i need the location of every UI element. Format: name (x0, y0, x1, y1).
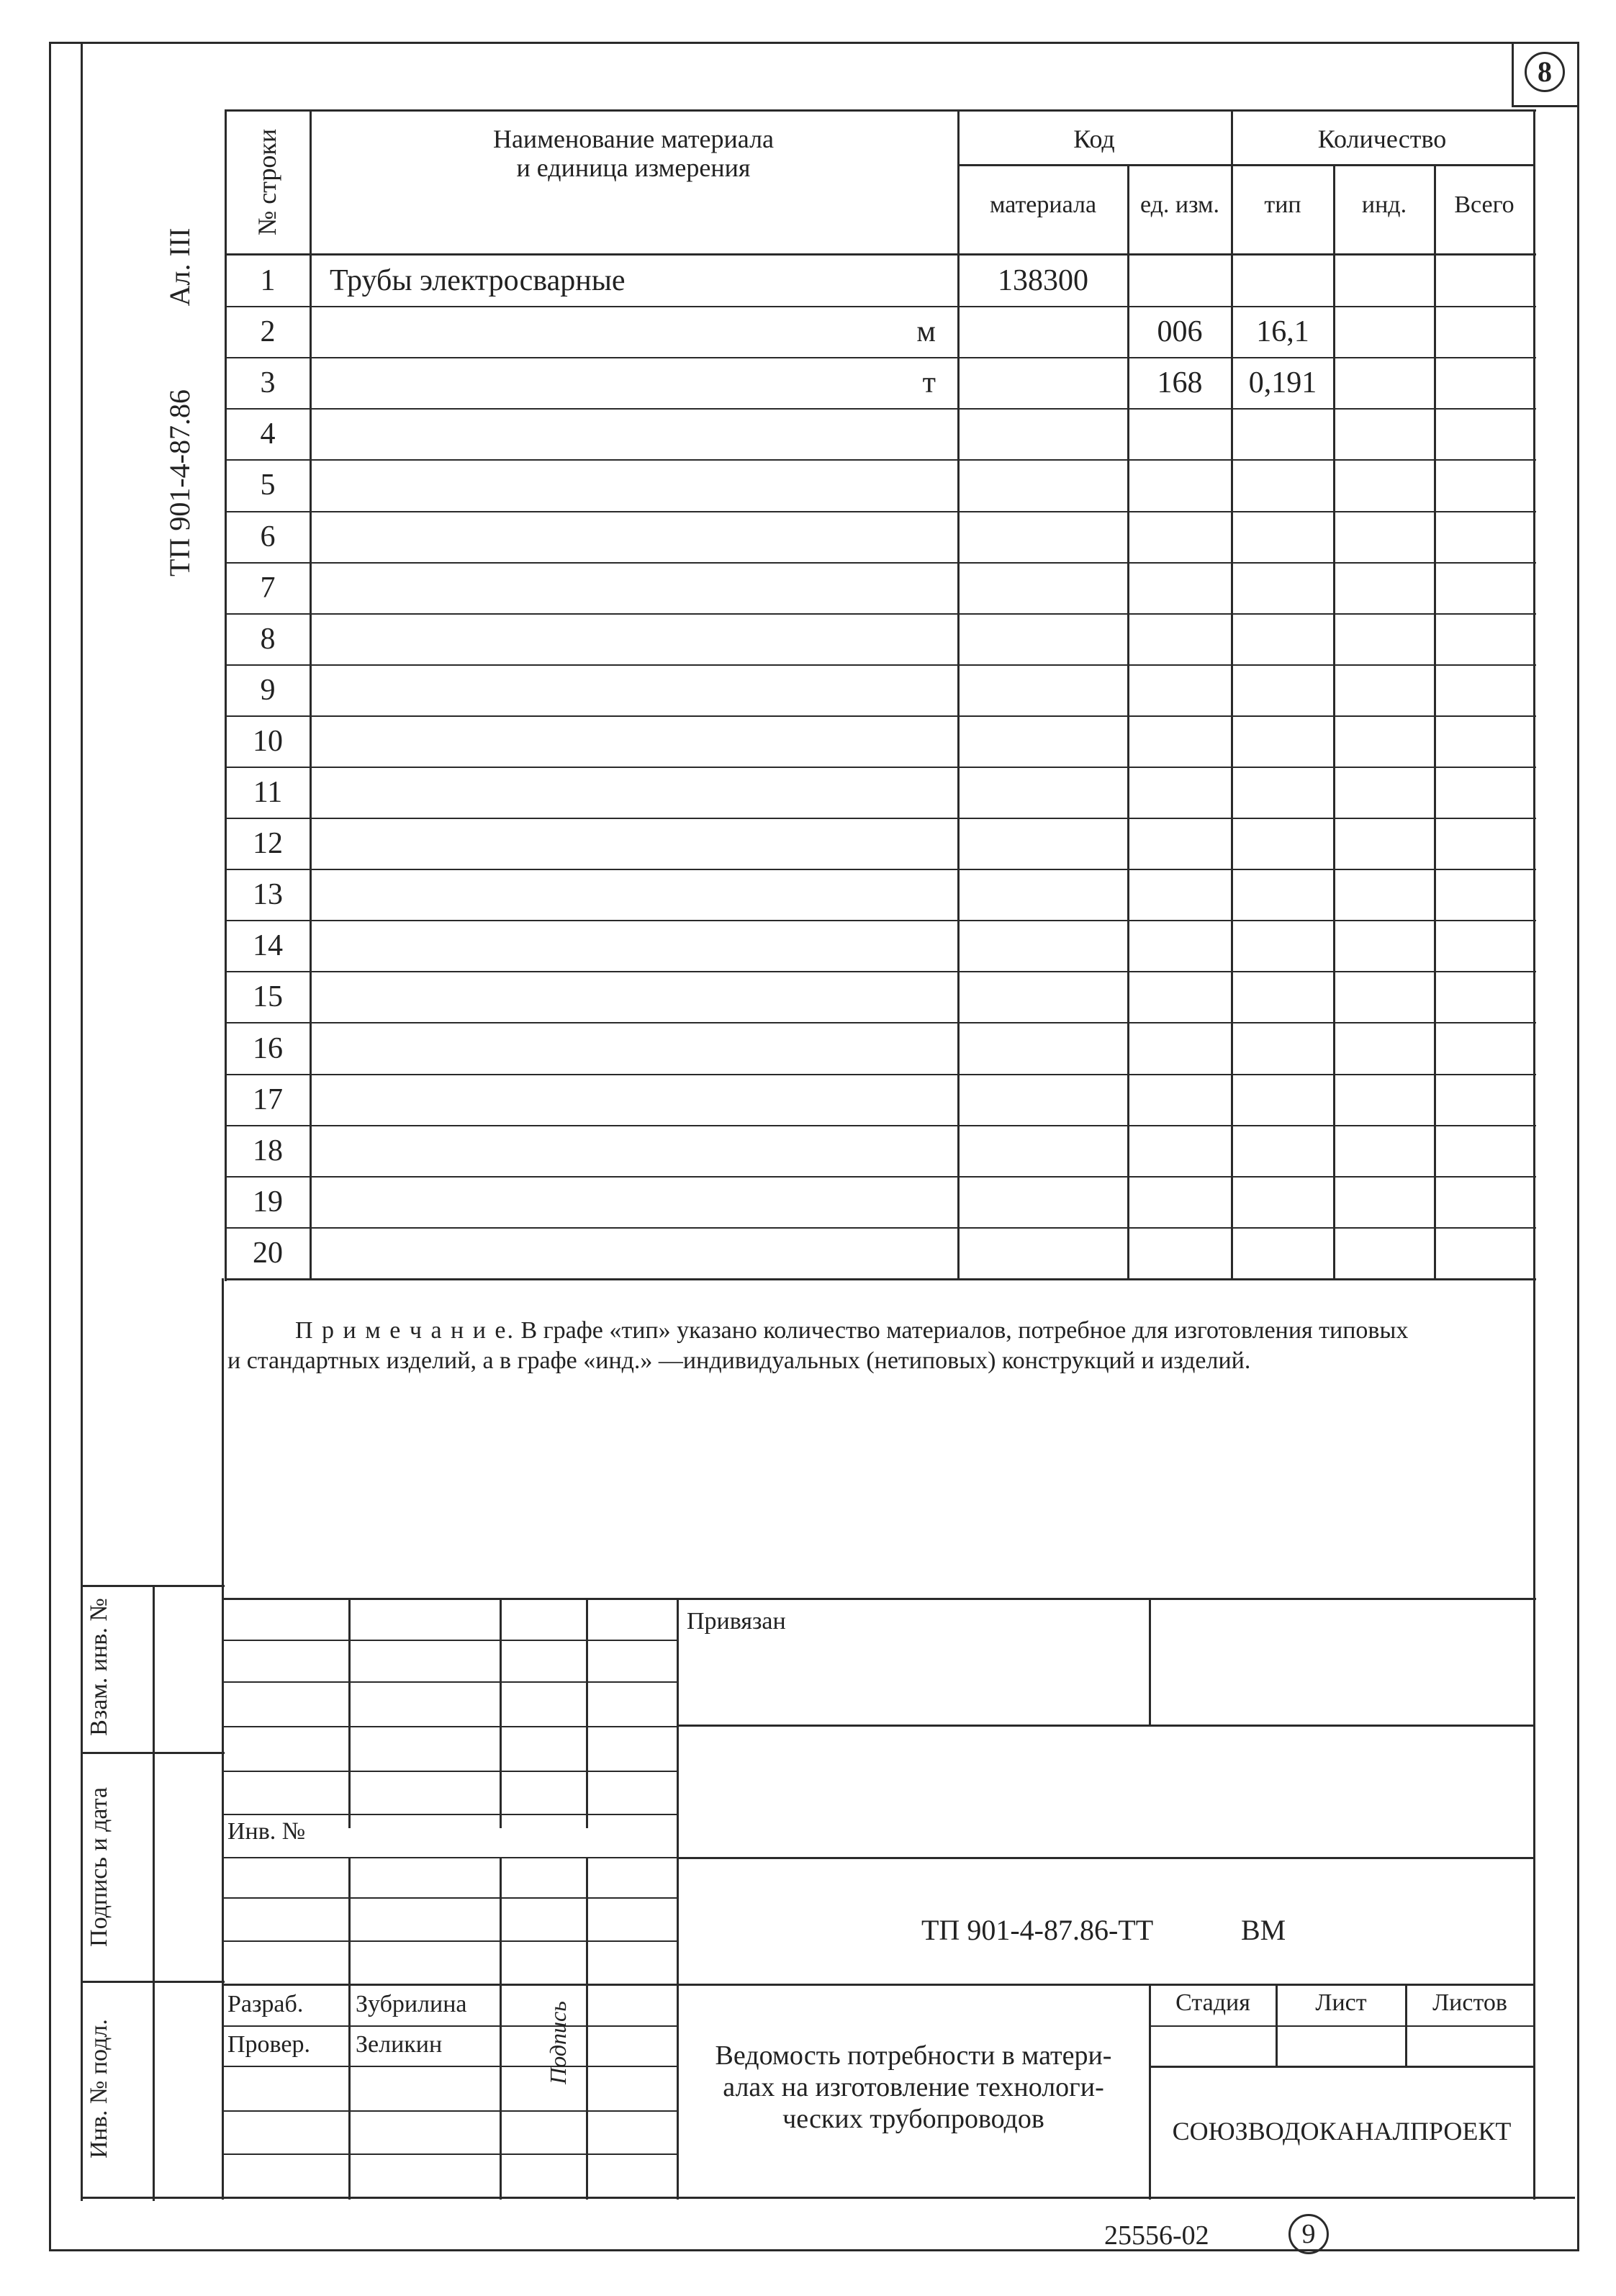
table-row-divider (225, 1227, 1536, 1229)
table-cell-no: 10 (253, 725, 283, 758)
table-cell-no: 18 (253, 1134, 283, 1167)
table-row-divider (225, 1074, 1536, 1075)
table-cell-no: 6 (260, 520, 276, 553)
table-cell-type: 0,191 (1248, 366, 1317, 399)
table-row-divider (225, 357, 1536, 358)
sheet-badge: 8 (1525, 52, 1565, 92)
table-cell-no: 4 (260, 417, 276, 451)
table-cell-no: 5 (260, 469, 276, 502)
header-qty-ind: инд. (1361, 191, 1407, 218)
table-row-divider (225, 767, 1536, 768)
inv-no-label: Инв. № (227, 1818, 306, 1845)
table-row-divider (225, 408, 1536, 410)
title-line1: Ведомость потребности в матери- (715, 2040, 1112, 2071)
table-cell-unit-code: 168 (1157, 366, 1203, 399)
table-cell-no: 19 (253, 1185, 283, 1219)
note-label: П р и м е ч а н и е. (295, 1317, 515, 1344)
replace-inv-label: Взам. инв. № (86, 1598, 112, 1736)
header-qty-type: тип (1264, 191, 1301, 218)
table-cell-no: 2 (260, 315, 276, 348)
doc-mark: ВМ (1241, 1914, 1286, 1946)
header-code-material: материала (989, 191, 1097, 218)
table-cell-unit-label: т (922, 366, 936, 399)
table-cell-unit-label: м (916, 315, 936, 348)
sign-date-label: Подпись и дата (86, 1787, 112, 1947)
project-code-side: ТП 901-4-87.86 (163, 389, 196, 577)
table-row-divider (225, 306, 1536, 307)
note-line2: и стандартных изделий, а в графе «инд.» —индивидуальных (нетиповых) конструкций и изделий. (227, 1347, 1251, 1374)
note-text1: В графе «тип» указано количество материалов, потребное для изготовления типовых (520, 1317, 1409, 1344)
table-cell-name: Трубы электросварные (330, 264, 626, 297)
stage-label: Стадия (1175, 1989, 1250, 2016)
table-cell-no: 11 (253, 776, 283, 809)
table-row-divider (225, 1278, 1536, 1280)
header-name-line2: и единица измерения (516, 153, 751, 182)
table-row-divider (225, 1125, 1536, 1126)
role-developer: Разраб. (227, 1991, 304, 2017)
role-checker: Провер. (227, 2031, 310, 2058)
table-row-divider (225, 1176, 1536, 1178)
header-name-line1: Наименование материала (492, 125, 775, 153)
table-cell-no: 1 (260, 264, 276, 297)
name-checker: Зеликин (356, 2031, 443, 2058)
table-row-divider (225, 920, 1536, 921)
table-cell-no: 17 (253, 1083, 283, 1116)
table-row-divider (225, 971, 1536, 972)
table-cell-no: 7 (260, 571, 276, 605)
name-developer: Зубрилина (356, 1991, 467, 2017)
table-cell-no: 14 (253, 929, 283, 962)
doc-code: ТП 901-4-87.86-ТТ (921, 1914, 1154, 1946)
inv-orig-label: Инв. № подл. (86, 2019, 112, 2159)
bottom-code: 25556-02 (1104, 2220, 1209, 2251)
header-code-group: Код (1073, 125, 1115, 153)
bound-label: Привязан (687, 1608, 786, 1635)
signature-col-label: Подпись (545, 2001, 571, 2084)
table-row-divider (225, 869, 1536, 870)
table-row-divider (225, 459, 1536, 461)
table-cell-no: 12 (253, 827, 283, 860)
album-label: Ал. III (163, 227, 196, 307)
title-line2: алах на изготовление технологи- (723, 2072, 1104, 2102)
title-line3: ческих трубопроводов (782, 2104, 1044, 2134)
header-row-no: № строки (253, 128, 281, 236)
table-row-divider (225, 562, 1536, 564)
page-badge: 9 (1288, 2214, 1329, 2254)
table-cell-type: 16,1 (1256, 315, 1309, 348)
table-cell-no: 8 (260, 623, 276, 656)
table-cell-no: 9 (260, 674, 276, 707)
table-cell-no: 20 (253, 1237, 283, 1270)
table-row-divider (225, 818, 1536, 819)
header-qty-group: Количество (1317, 125, 1447, 153)
table-cell-no: 15 (253, 980, 283, 1013)
sheets-label: Листов (1432, 1989, 1507, 2016)
table-cell-unit-code: 006 (1157, 315, 1203, 348)
table-row-divider (225, 511, 1536, 512)
sheet-label: Лист (1315, 1989, 1367, 2016)
header-code-unit: ед. изм. (1139, 191, 1220, 218)
header-qty-total: Всего (1454, 191, 1515, 218)
table-cell-no: 3 (260, 366, 276, 399)
table-cell-material-code: 138300 (998, 264, 1088, 297)
note-line1 (295, 1317, 1408, 1344)
organization: СОЮЗВОДОКАНАЛПРОЕКТ (1172, 2117, 1512, 2146)
table-row-divider (225, 715, 1536, 717)
table-row-divider (225, 1022, 1536, 1023)
table-row-divider (225, 613, 1536, 615)
table-cell-no: 13 (253, 878, 283, 911)
table-row-divider (225, 664, 1536, 666)
table-cell-no: 16 (253, 1032, 283, 1065)
